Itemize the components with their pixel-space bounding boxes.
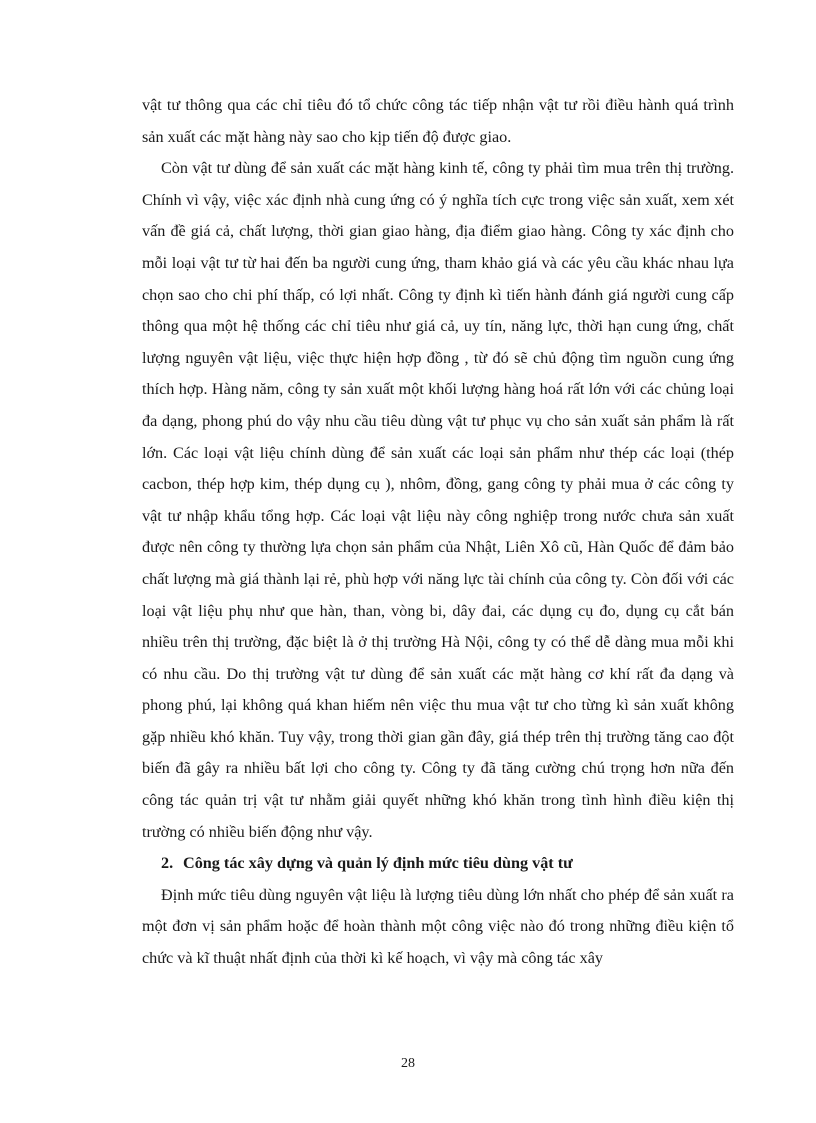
paragraph-continuation: vật tư thông qua các chỉ tiêu đó tổ chức công tác tiếp nhận vật tư rồi điều hành quá trình sản xuất các mặt hàng này sao cho kịp tiến độ được giao. bbox=[142, 96, 734, 146]
section-heading bbox=[142, 848, 734, 880]
paragraph-consumption-norms: Định mức tiêu dùng nguyên vật liệu là lượng tiêu dùng lớn nhất cho phép để sản xuất ra một đơn vị sản phẩm hoặc để hoàn thành một công việc nào đó trong những điều kiện tổ chức và kĩ thuật nhất định của thời kì kế hoạch, vì vậy mà công tác xây bbox=[142, 885, 734, 968]
body-text bbox=[142, 90, 734, 975]
page-number: 28 bbox=[401, 1056, 415, 1071]
section-title: Công tác xây dựng và quản lý định mức tiêu dùng vật tư bbox=[183, 854, 573, 873]
section-number: 2. bbox=[161, 854, 174, 873]
paragraph-supplier-selection: Còn vật tư dùng để sản xuất các mặt hàng kinh tế, công ty phải tìm mua trên thị trường. Chính vì vậy, việc xác định nhà cung ứng có ý nghĩa tích cực trong việc sản xuất, xem xét vấn đề giá cả, chất lượng, thời gian giao hàng, địa điểm giao hàng. Công ty xác định cho mỗi loại vật tư từ hai đến ba người cung ứng, tham khảo giá và các yêu cầu khác nhau lựa chọn sao cho chi phí thấp, có lợi nhất. Công ty định kì tiến hành đánh giá người cung cấp thông qua một hệ thống các chỉ tiêu như giá cả, uy tín, năng lực, thời hạn cung ứng, chất lượng nguyên vật liệu, việc thực hiện hợp đồng , từ đó sẽ chủ động tìm nguồn cung ứng thích hợp. Hàng năm, công ty sản xuất một khối lượng hàng hoá rất lớn với các chủng loại đa dạng, phong phú do vậy nhu cầu tiêu dùng vật tư phục vụ cho sản xuất sản phẩm là rất lớn. Các loại vật liệu chính dùng để sản xuất các loại sản phẩm như thép các loại (thép cacbon, thép hợp kim, thép dụng cụ ), nhôm, đồng, gang công ty phải mua ở các công ty vật tư nhập khẩu tổng hợp. Các loại vật liệu này công nghiệp trong nước chưa sản xuất được nên công ty thường lựa chọn sản phẩm của Nhật, Liên Xô cũ, Hàn Quốc để đảm bảo chất lượng mà giá thành lại rẻ, phù hợp với năng lực tài chính của công ty. Còn đối với các loại vật liệu phụ như que hàn, than, vòng bi, dây đai, các dụng cụ đo, dụng cụ cắt bán nhiều trên thị trường, đặc biệt là ở thị trường Hà Nội, công ty có thể dễ dàng mua mỗi khi có nhu cầu. Do thị trường vật tư dùng để sản xuất các mặt hàng cơ khí rất đa dạng và phong phú, lại không quá khan hiếm nên việc thu mua vật tư cho từng kì sản xuất không gặp nhiều khó khăn. Tuy vậy, trong thời gian gần đây, giá thép trên thị trường tăng cao đột biến đã gây ra nhiều bất lợi cho công ty. Công ty đã tăng cường chú trọng hơn nữa đến công tác quản trị vật tư nhằm giải quyết những khó khăn trong tình hình điều kiện thị trường có nhiều biến động như vậy. bbox=[142, 159, 734, 841]
